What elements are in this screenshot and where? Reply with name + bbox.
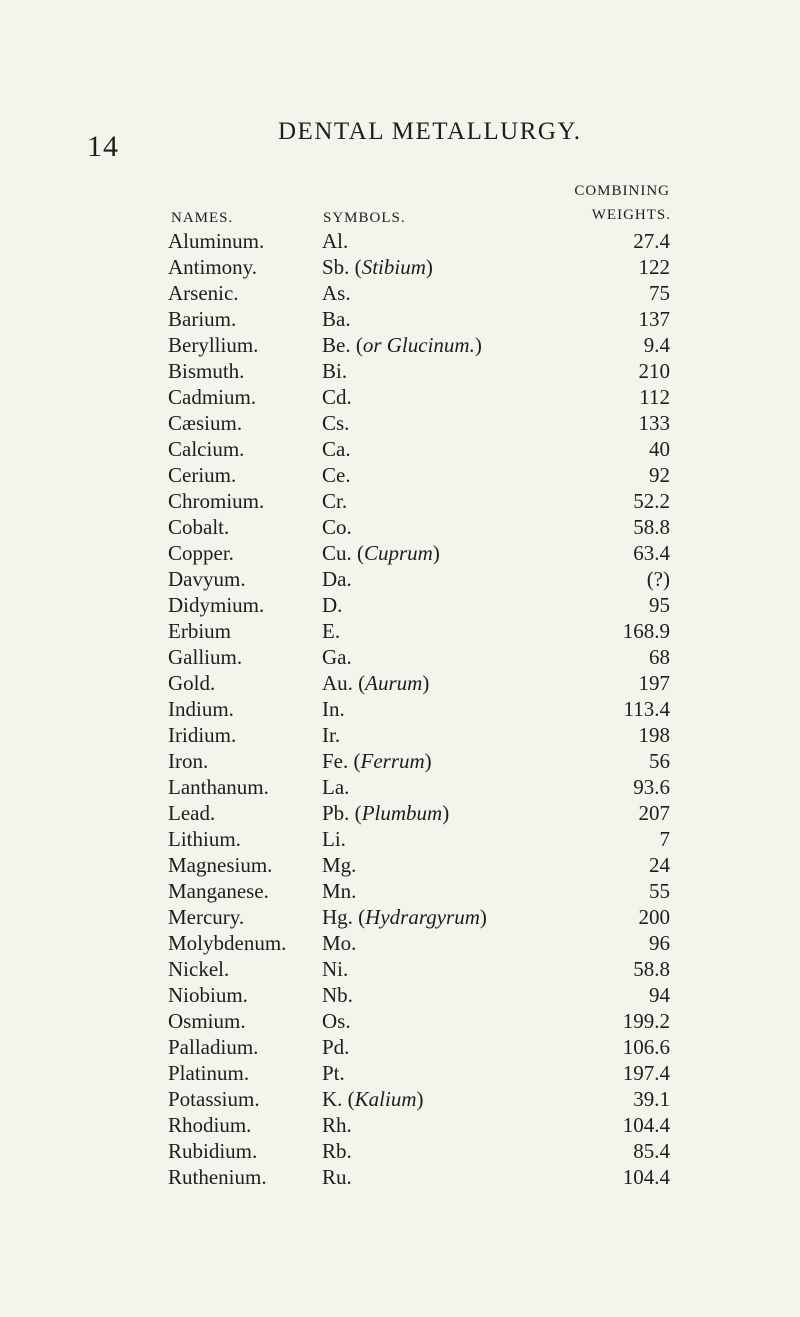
element-name: Potassium. — [168, 1087, 260, 1111]
element-name: Bismuth. — [168, 359, 245, 383]
element-name: Davyum. — [168, 567, 246, 591]
element-symbol: Cu. (Cuprum) — [322, 541, 440, 565]
element-symbol: Fe. (Ferrum) — [322, 749, 432, 773]
element-table — [168, 227, 678, 1189]
table-row — [168, 591, 678, 617]
element-symbol: Da. — [322, 567, 352, 591]
table-row — [168, 461, 678, 487]
element-name: Palladium. — [168, 1035, 259, 1059]
combining-weight: 106.6 — [622, 1035, 670, 1059]
element-symbol: Ce. — [322, 463, 351, 487]
element-name: Barium. — [168, 307, 237, 331]
element-symbol: In. — [322, 697, 345, 721]
combining-weight: 95 — [649, 593, 670, 617]
element-name: Calcium. — [168, 437, 245, 461]
element-name: Lanthanum. — [168, 775, 269, 799]
table-row — [168, 877, 678, 903]
table-row — [168, 1033, 678, 1059]
element-name: Magnesium. — [168, 853, 273, 877]
element-symbol: Mo. — [322, 931, 357, 955]
running-head: DENTAL METALLURGY. — [278, 118, 582, 145]
combining-weight: 58.8 — [633, 957, 670, 981]
element-name: Mercury. — [168, 905, 245, 929]
combining-weight: 39.1 — [633, 1087, 670, 1111]
combining-weight: 94 — [649, 983, 670, 1007]
element-name: Arsenic. — [168, 281, 239, 305]
table-row — [168, 305, 678, 331]
combining-weight: 92 — [649, 463, 670, 487]
combining-weight: 198 — [638, 723, 670, 747]
column-header-combining: COMBINING — [574, 183, 670, 199]
element-name: Nickel. — [168, 957, 230, 981]
element-name: Gold. — [168, 671, 216, 695]
element-name: Copper. — [168, 541, 234, 565]
combining-weight: 133 — [638, 411, 670, 435]
table-row — [168, 695, 678, 721]
element-name: Iron. — [168, 749, 209, 773]
combining-weight: 9.4 — [643, 333, 670, 357]
table-row — [168, 383, 678, 409]
element-symbol: As. — [322, 281, 351, 305]
combining-weight: 199.2 — [622, 1009, 670, 1033]
element-symbol: Ba. — [322, 307, 351, 331]
column-header-names: NAMES. — [171, 210, 234, 226]
combining-weight: 207 — [638, 801, 670, 825]
element-symbol: Mn. — [322, 879, 357, 903]
element-name: Rhodium. — [168, 1113, 252, 1137]
table-row — [168, 279, 678, 305]
column-header-symbols: SYMBOLS. — [323, 210, 406, 226]
table-row — [168, 1007, 678, 1033]
combining-weight: 85.4 — [633, 1139, 670, 1163]
table-row — [168, 981, 678, 1007]
element-symbol: Pt. — [322, 1061, 345, 1085]
element-symbol: Rb. — [322, 1139, 352, 1163]
element-name: Platinum. — [168, 1061, 250, 1085]
table-row — [168, 1085, 678, 1111]
table-row — [168, 513, 678, 539]
element-symbol: Al. — [322, 229, 349, 253]
table-row — [168, 669, 678, 695]
combining-weight: 27.4 — [633, 229, 670, 253]
table-row — [168, 955, 678, 981]
combining-weight: 56 — [649, 749, 670, 773]
table-row — [168, 747, 678, 773]
combining-weight: 63.4 — [633, 541, 670, 565]
combining-weight: 68 — [649, 645, 670, 669]
table-row — [168, 799, 678, 825]
element-name: Gallium. — [168, 645, 243, 669]
combining-weight: 113.4 — [623, 697, 670, 721]
element-symbol: Sb. (Stibium) — [322, 255, 433, 279]
table-row — [168, 773, 678, 799]
table-row — [168, 539, 678, 565]
combining-weight: 197.4 — [622, 1061, 670, 1085]
table-row — [168, 227, 678, 253]
element-name: Niobium. — [168, 983, 248, 1007]
element-symbol: Co. — [322, 515, 352, 539]
table-row — [168, 253, 678, 279]
column-header-weights: WEIGHTS. — [591, 207, 671, 223]
table-row — [168, 851, 678, 877]
table-row — [168, 565, 678, 591]
element-symbol: Rh. — [322, 1113, 352, 1137]
combining-weight: 96 — [649, 931, 670, 955]
combining-weight: 40 — [649, 437, 670, 461]
table-row — [168, 435, 678, 461]
element-name: Cadmium. — [168, 385, 257, 409]
combining-weight: (?) — [646, 567, 670, 591]
table-row — [168, 643, 678, 669]
element-symbol: E. — [322, 619, 341, 643]
combining-weight: 55 — [649, 879, 670, 903]
element-symbol: Au. (Aurum) — [322, 671, 430, 695]
combining-weight: 75 — [649, 281, 670, 305]
combining-weight: 58.8 — [633, 515, 670, 539]
table-row — [168, 331, 678, 357]
element-symbol: La. — [322, 775, 350, 799]
element-name: Molybdenum. — [168, 931, 287, 955]
table-row — [168, 1111, 678, 1137]
table-row — [168, 487, 678, 513]
element-name: Didymium. — [168, 593, 265, 617]
element-name: Aluminum. — [168, 229, 265, 253]
element-name: Rubidium. — [168, 1139, 258, 1163]
table-row — [168, 721, 678, 747]
combining-weight: 197 — [638, 671, 670, 695]
element-symbol: Be. (or Glucinum.) — [322, 333, 482, 357]
element-name: Cobalt. — [168, 515, 230, 539]
table-row — [168, 929, 678, 955]
element-symbol: Li. — [322, 827, 346, 851]
element-name: Manganese. — [168, 879, 269, 903]
element-symbol: Ca. — [322, 437, 351, 461]
element-symbol: Ga. — [322, 645, 352, 669]
element-symbol: Bi. — [322, 359, 348, 383]
element-symbol: D. — [322, 593, 343, 617]
element-symbol: Ru. — [322, 1165, 352, 1189]
combining-weight: 137 — [638, 307, 670, 331]
combining-weight: 122 — [638, 255, 670, 279]
element-symbol: K. (Kalium) — [322, 1087, 424, 1111]
element-name: Antimony. — [168, 255, 258, 279]
table-row — [168, 617, 678, 643]
table-row — [168, 357, 678, 383]
element-name: Indium. — [168, 697, 234, 721]
page-number: 14 — [87, 130, 119, 163]
combining-weight: 200 — [638, 905, 670, 929]
element-name: Erbium — [168, 619, 231, 643]
element-name: Ruthenium. — [168, 1165, 267, 1189]
element-name: Cerium. — [168, 463, 237, 487]
combining-weight: 104.4 — [622, 1113, 670, 1137]
combining-weight: 7 — [659, 827, 670, 851]
element-symbol: Os. — [322, 1009, 351, 1033]
combining-weight: 52.2 — [633, 489, 670, 513]
element-name: Iridium. — [168, 723, 237, 747]
table-row — [168, 825, 678, 851]
element-symbol: Cs. — [322, 411, 350, 435]
element-symbol: Mg. — [322, 853, 357, 877]
element-name: Beryllium. — [168, 333, 259, 357]
table-row — [168, 409, 678, 435]
element-symbol: Cd. — [322, 385, 352, 409]
combining-weight: 24 — [649, 853, 670, 877]
combining-weight: 104.4 — [622, 1165, 670, 1189]
element-symbol: Nb. — [322, 983, 353, 1007]
element-symbol: Cr. — [322, 489, 348, 513]
element-name: Lithium. — [168, 827, 241, 851]
table-row — [168, 1137, 678, 1163]
table-row — [168, 1163, 678, 1189]
element-symbol: Pb. (Plumbum) — [322, 801, 450, 825]
element-name: Chromium. — [168, 489, 265, 513]
element-symbol: Pd. — [322, 1035, 350, 1059]
element-name: Cæsium. — [168, 411, 243, 435]
element-symbol: Ir. — [322, 723, 341, 747]
element-symbol: Ni. — [322, 957, 349, 981]
table-row — [168, 903, 678, 929]
combining-weight: 210 — [638, 359, 670, 383]
combining-weight: 112 — [639, 385, 670, 409]
combining-weight: 168.9 — [622, 619, 670, 643]
combining-weight: 93.6 — [633, 775, 670, 799]
element-name: Osmium. — [168, 1009, 246, 1033]
element-name: Lead. — [168, 801, 216, 825]
table-row — [168, 1059, 678, 1085]
element-symbol: Hg. (Hydrargyrum) — [322, 905, 487, 929]
